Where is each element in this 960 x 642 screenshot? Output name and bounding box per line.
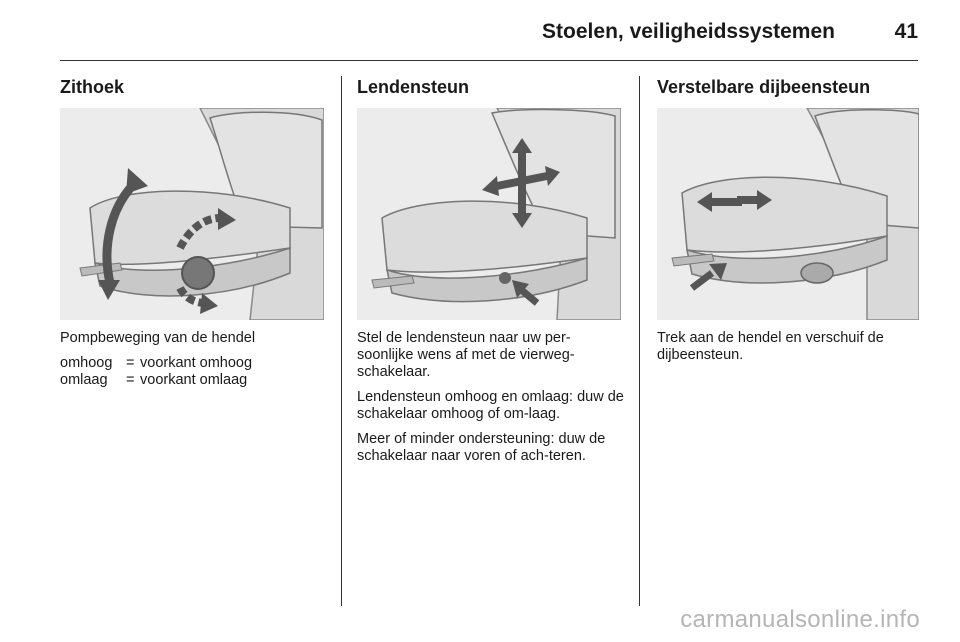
column-divider: [341, 76, 342, 606]
section-thigh-support: [657, 74, 919, 363]
definition-key: omlaag: [60, 372, 108, 388]
paragraph: Stel de lendensteun naar uw per-soonlijke wens af met de vierweg-schakelaar.: [357, 330, 575, 380]
section-text: [60, 330, 330, 389]
thigh-support-illustration: [657, 108, 919, 320]
definition-value: voorkant omhoog: [140, 355, 253, 371]
paragraph: Lendensteun omhoog en omlaag: duw de schakelaar omhoog of om-laag.: [357, 389, 624, 422]
definition-key: omhoog: [60, 355, 113, 371]
section-text: [357, 330, 627, 473]
definition-row: [60, 372, 330, 389]
paragraph: Meer of minder ondersteuning: duw de schakelaar naar voren of ach-teren.: [357, 431, 606, 464]
section-title: Zithoek: [60, 77, 125, 97]
section-title: Verstelbare dijbeensteun: [657, 77, 871, 97]
seat-tilt-illustration: [60, 108, 324, 320]
section-lumbar-support: [357, 74, 624, 464]
lumbar-support-illustration: [357, 108, 621, 320]
section-title: Lendensteun: [357, 77, 470, 97]
header-rule: [60, 60, 918, 61]
column-divider: [639, 76, 640, 606]
definition-sep: =: [126, 372, 135, 388]
section-seat-tilt: [60, 74, 325, 388]
watermark: carmanualsonline.info: [680, 606, 920, 633]
intro-text: Pompbeweging van de hendel: [60, 330, 256, 346]
section-text: [657, 330, 919, 372]
definition-row: [60, 355, 330, 372]
definition-value: voorkant omlaag: [140, 372, 248, 388]
page-number: 41: [894, 20, 918, 43]
page-title: Stoelen, veiligheidssystemen: [542, 20, 835, 43]
definition-sep: =: [126, 355, 135, 371]
paragraph: Trek aan de hendel en verschuif de dijbeensteun.: [657, 330, 884, 363]
